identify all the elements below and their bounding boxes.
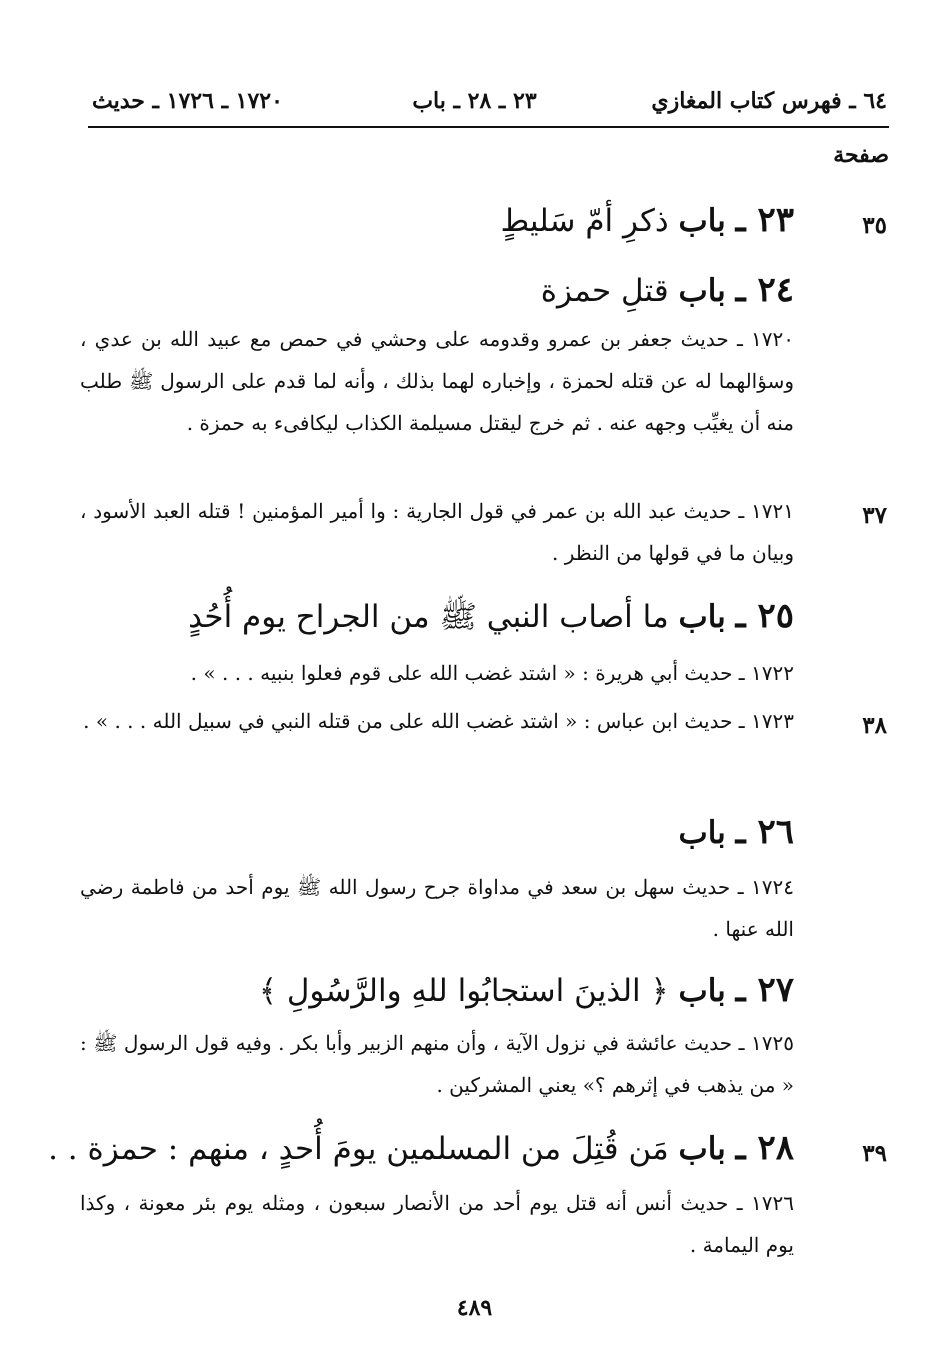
hadith-entry: ١٧٢٣ ـ حديث ابن عباس : « اشتد غضب الله على من قتله النبي في سبيل الله . . . » .	[83, 709, 794, 733]
hadith-entry: ١٧٢٤ ـ حديث سهل بن سعد في مداواة جرح رسول الله ﷺ يوم أحد من فاطمة رضي الله عنها .	[80, 875, 794, 941]
section-heading	[679, 812, 794, 852]
section-bab: باب	[678, 599, 726, 635]
section-number: ٢٤ ـ	[735, 270, 794, 310]
page-column-label: صفحة	[833, 142, 889, 168]
section-number: ٢٣ ـ	[735, 200, 794, 240]
section-title: مَن قُتِلَ من المسلمين يومَ أُحدٍ ، منهم : حمزة . .	[48, 1131, 669, 1167]
page-ref: ٣٧	[862, 502, 887, 529]
page-ref: ٣٨	[862, 712, 887, 739]
page-number: ٤٨٩	[456, 1295, 493, 1321]
section-title: ذكرِ أمّ سَليطٍ	[500, 203, 669, 239]
section-title: ما أصاب النبي ﷺ من الجراح يوم أُحُدٍ	[188, 599, 669, 635]
running-head-sections: ٢٣ ـ ٢٨ ـ باب	[412, 88, 537, 114]
section-title: ﴿ الذينَ استجابُوا للهِ والرَّسُولِ ﴾	[258, 973, 669, 1009]
hadith-entry: ١٧٢٠ ـ حديث جعفر بن عمرو وقدومه على وحشي في حمص مع عبيد الله بن عدي ، وسؤالهما له عن قتله لحمزة ، وإخباره لهما بذلك ، وأنه لما قدم على الرسول ﷺ طلب منه أن يغيِّب وجهه عنه . ثم خرج ليقتل مسيلمة الكذاب ليكافىء به حمزة .	[80, 327, 794, 435]
hadith-entry: ١٧٢٢ ـ حديث أبي هريرة : « اشتد غضب الله على قوم فعلوا بنبيه . . . » .	[190, 661, 794, 685]
section-heading	[541, 270, 794, 310]
hadith-entry: ١٧٢١ ـ حديث عبد الله بن عمر في قول الجارية : وا أمير المؤمنين ! قتله العبد الأسود ، وبيان ما في قولها من النظر .	[80, 499, 794, 565]
section-heading	[500, 200, 794, 240]
page-ref: ٣٩	[862, 1140, 887, 1167]
section-bab: باب	[678, 1131, 726, 1167]
section-heading	[48, 1128, 794, 1168]
hadith-entry: ١٧٢٦ ـ حديث أنس أنه قتل يوم أحد من الأنصار سبعون ، ومثله يوم بئر معونة ، وكذا يوم اليمامة .	[80, 1191, 794, 1257]
running-head-hadith-range: ١٧٢٠ ـ ١٧٢٦ ـ حديث	[92, 88, 283, 114]
section-number: ٢٨ ـ	[735, 1128, 794, 1168]
header-rule	[88, 126, 889, 128]
page-ref: ٣٥	[862, 212, 887, 239]
running-head-chapter: ٦٤ ـ فهرس كتاب المغازي	[651, 88, 887, 114]
section-heading	[259, 970, 794, 1010]
hadith-entry: ١٧٢٥ ـ حديث عائشة في نزول الآية ، وأن منهم الزبير وأبا بكر . وفيه قول الرسول ﷺ : « من يذهب في إثرهم ؟» يعني المشركين .	[80, 1031, 794, 1097]
section-heading	[188, 596, 794, 643]
section-bab: باب	[678, 203, 726, 239]
section-number: ٢٧ ـ	[735, 970, 794, 1010]
section-bab: باب	[678, 815, 726, 851]
section-bab: باب	[678, 273, 726, 309]
section-bab: باب	[678, 973, 726, 1009]
section-number: ٢٥ ـ	[735, 596, 794, 636]
section-number: ٢٦ ـ	[735, 812, 794, 852]
section-title: قتلِ حمزة	[540, 273, 669, 309]
